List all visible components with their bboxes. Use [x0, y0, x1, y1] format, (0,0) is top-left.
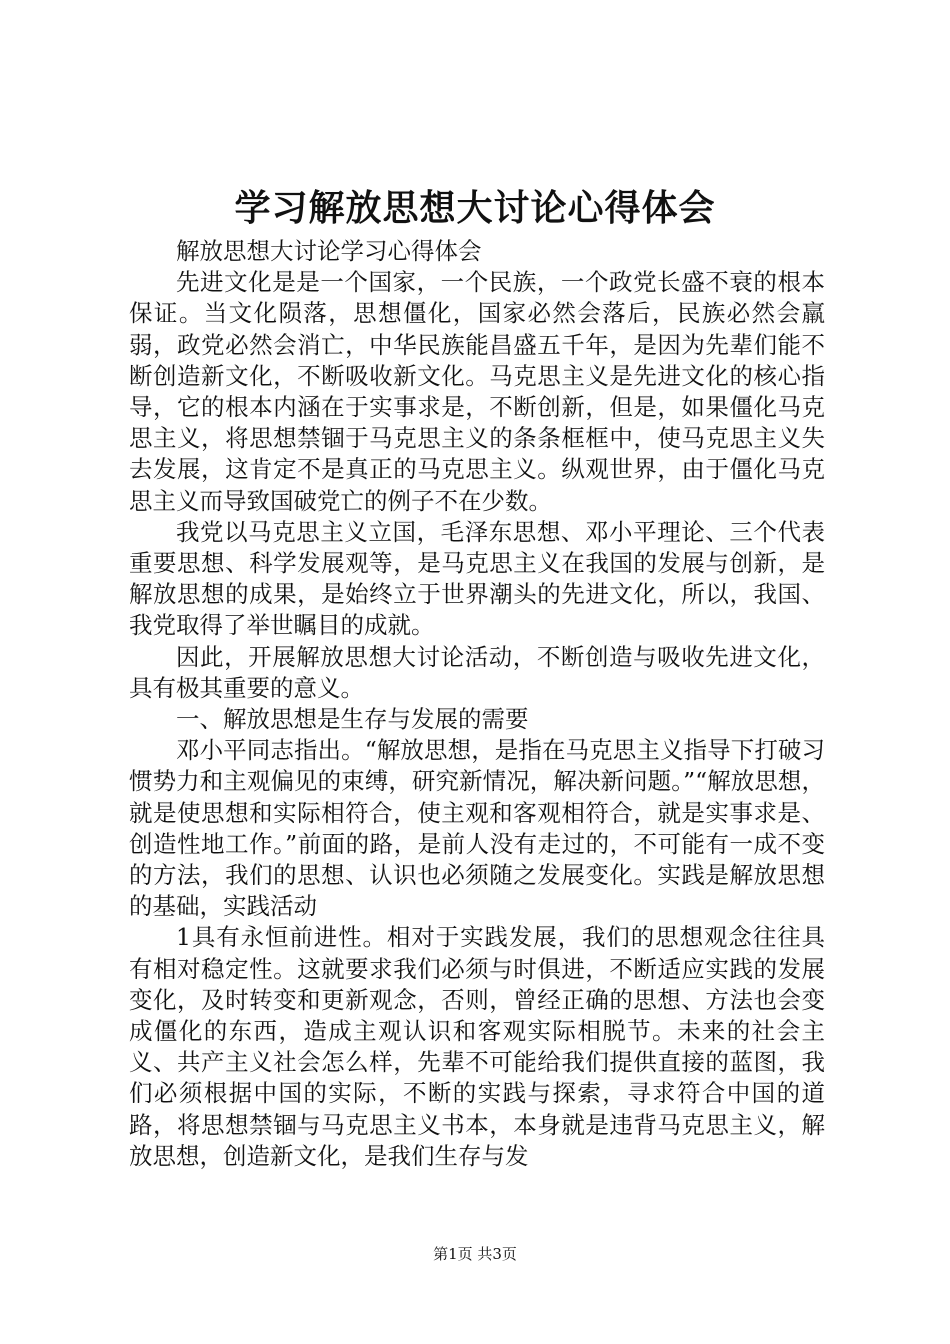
page-footer: 第1页 共3页 [433, 1245, 517, 1263]
paragraph: 我党以马克思主义立国，毛泽东思想、邓小平理论、三个代表重要思想、科学发展观等，是马克思主义在我国的发展与创新，是解放思想的成果，是始终立于世界潮头的先进文化，所以，我国、我党取得了举世瞩目的成就。 [129, 517, 825, 640]
paragraph: 先进文化是是一个国家，一个民族，一个政党长盛不衰的根本保证。当文化陨落，思想僵化，国家必然会落后，民族必然会羸弱，政党必然会消亡，中华民族能昌盛五千年，是因为先辈们能不断创造新文化，不断吸收新文化。马克思主义是先进文化的核心指导，它的根本内涵在于实事求是，不断创新，但是，如果僵化马克思主义，将思想禁锢于马克思主义的条条框框中，使马克思主义失去发展，这肯定不是真正的马克思主义。纵观世界，由于僵化马克思主义而导致国破党亡的例子不在少数。 [129, 268, 825, 515]
document-body [129, 236, 825, 1172]
paragraph: 邓小平同志指出。“解放思想，是指在马克思主义指导下打破习惯势力和主观偏见的束缚，研究新情况，解决新问题。”“解放思想，就是使思想和实际相符合，使主观和客观相符合，就是实事求是、创造性地工作。”前面的路，是前人没有走过的，不可能有一成不变的方法，我们的思想、认识也必须随之发展变化。实践是解放思想的基础，实践活动 [129, 736, 825, 921]
document-title: 学习解放思想大讨论心得体会 [234, 187, 716, 229]
paragraph: 因此，开展解放思想大讨论活动，不断创造与吸收先进文化，具有极其重要的意义。 [129, 642, 825, 702]
paragraph: 1具有永恒前进性。相对于实践发展，我们的思想观念往往具有相对稳定性。这就要求我们必须与时俱进，不断适应实践的发展变化，及时转变和更新观念，否则，曾经正确的思想、方法也会变成僵化的东西，造成主观认识和客观实际相脱节。未来的社会主义、共产主义社会怎么样，先辈不可能给我们提供直接的蓝图，我们必须根据中国的实际，不断的实践与探索，寻求符合中国的道路，将思想禁锢与马克思主义书本，本身就是违背马克思主义，解放思想，创造新文化，是我们生存与发 [129, 923, 825, 1170]
section-heading: 一、解放思想是生存与发展的需要 [176, 705, 529, 734]
paragraph-subtitle: 解放思想大讨论学习心得体会 [176, 237, 482, 265]
